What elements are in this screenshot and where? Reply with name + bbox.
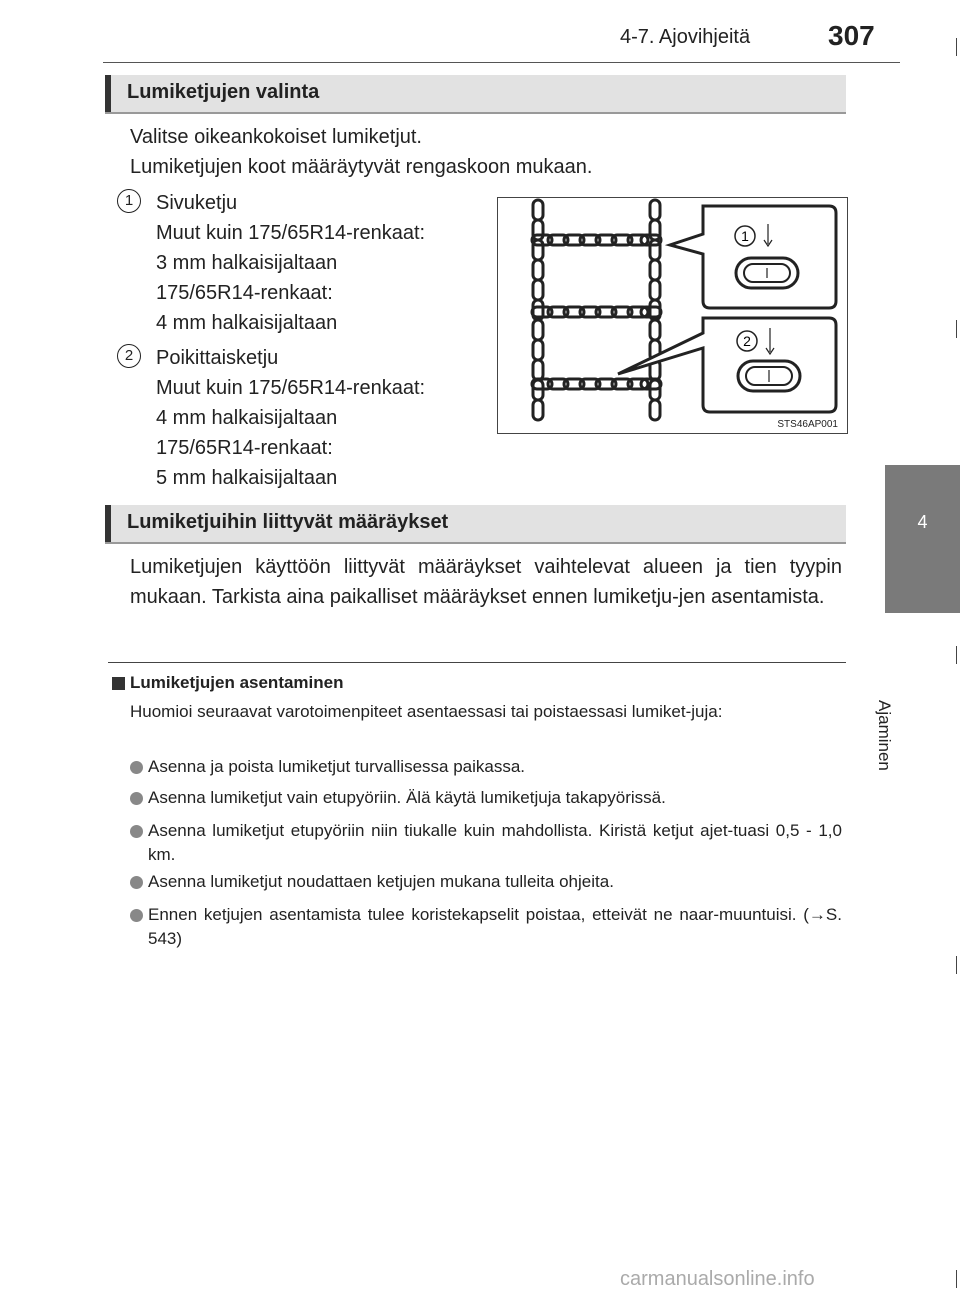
bullet-dot <box>130 761 143 774</box>
chapter-number: 4 <box>917 512 928 532</box>
bullet-dot <box>130 792 143 805</box>
subsection-marker <box>112 677 125 690</box>
bullet-2: Asenna lumiketjut vain etupyöriin. Älä käytä lumiketjuja takapyörissä. <box>148 788 666 807</box>
item-1-line-1: Sivuketju <box>156 192 238 214</box>
edge-tick <box>956 956 957 974</box>
section-heading: 4-7. Ajovihjeitä <box>620 26 751 48</box>
subsection-intro: Huomioi seuraavat varotoimenpiteet asentaessasi tai poistaessasi lumiket-juja: <box>130 702 723 721</box>
watermark: carmanualsonline.info <box>620 1268 815 1290</box>
item-number-2: 2 <box>117 344 141 368</box>
bullet-1: Asenna ja poista lumiketjut turvallisessa paikassa. <box>148 757 526 776</box>
item-2-line-5: 5 mm halkaisijaltaan <box>156 467 338 489</box>
callout-side-chain <box>670 206 836 308</box>
item-1-line-5: 4 mm halkaisijaltaan <box>156 312 338 334</box>
item-1-line-4: 175/65R14-renkaat: <box>156 282 333 304</box>
item-2-line-4: 175/65R14-renkaat: <box>156 437 333 459</box>
item-1-line-3: 3 mm halkaisijaltaan <box>156 252 338 274</box>
intro-line-1: Valitse oikeankokoiset lumiketjut. <box>130 126 422 148</box>
cross-chain-2 <box>532 307 661 317</box>
regulations-paragraph: Lumiketjujen käyttöön liittyvät määräykset vaihtelevat alueen ja tien tyypin mukaan. Tarkista aina paikalliset määräykset ennen lumiketju-jen asentamista. <box>130 556 842 608</box>
cross-chain-3 <box>532 379 661 389</box>
item-number-1: 1 <box>117 189 141 213</box>
header-rule <box>103 62 900 63</box>
section-marker <box>105 505 111 542</box>
svg-text:1: 1 <box>741 228 749 244</box>
svg-text:2: 2 <box>743 333 751 349</box>
section-title-bar <box>105 75 846 114</box>
chapter-tab[interactable] <box>885 465 960 613</box>
edge-tick <box>956 1270 957 1288</box>
item-2-line-2: Muut kuin 175/65R14-renkaat: <box>156 377 426 399</box>
page-number: 307 <box>828 20 875 51</box>
divider <box>108 662 846 663</box>
cross-chain-1 <box>532 235 661 245</box>
intro-line-2: Lumiketjujen koot määräytyvät rengaskoon mukaan. <box>130 156 593 178</box>
section-title: Lumiketjujen valinta <box>127 81 320 103</box>
bullet-4: Asenna lumiketjut noudattaen ketjujen mukana tulleita ohjeita. <box>148 872 614 891</box>
bullet-3: Asenna lumiketjut etupyöriin niin tiukalle kuin mahdollista. Kiristä ketjut ajet-tuasi 0,5 - 1,0 km. <box>148 821 842 864</box>
subsection-title: Lumiketjujen asentaminen <box>130 673 344 692</box>
figure-code: STS46AP001 <box>777 419 838 430</box>
edge-tick <box>956 646 957 664</box>
snow-chain-figure <box>497 197 848 434</box>
bullet-5: Ennen ketjujen asentamista tulee koristekapselit poistaa, etteivät ne naar-muuntuisi. (→S. 543) <box>148 905 842 948</box>
section-title: Lumiketjuihin liittyvät määräykset <box>127 511 449 533</box>
chain-illustration <box>498 198 847 433</box>
item-2-line-3: 4 mm halkaisijaltaan <box>156 407 338 429</box>
section-title-bar <box>105 505 846 544</box>
bullet-dot <box>130 825 143 838</box>
edge-tick <box>956 320 957 338</box>
section-marker <box>105 75 111 112</box>
edge-tick <box>956 38 957 56</box>
item-1-line-2: Muut kuin 175/65R14-renkaat: <box>156 222 426 244</box>
bullet-dot <box>130 909 143 922</box>
chapter-label: Ajaminen <box>875 700 894 771</box>
bullet-dot <box>130 876 143 889</box>
item-2-line-1: Poikittaisketju <box>156 347 279 369</box>
